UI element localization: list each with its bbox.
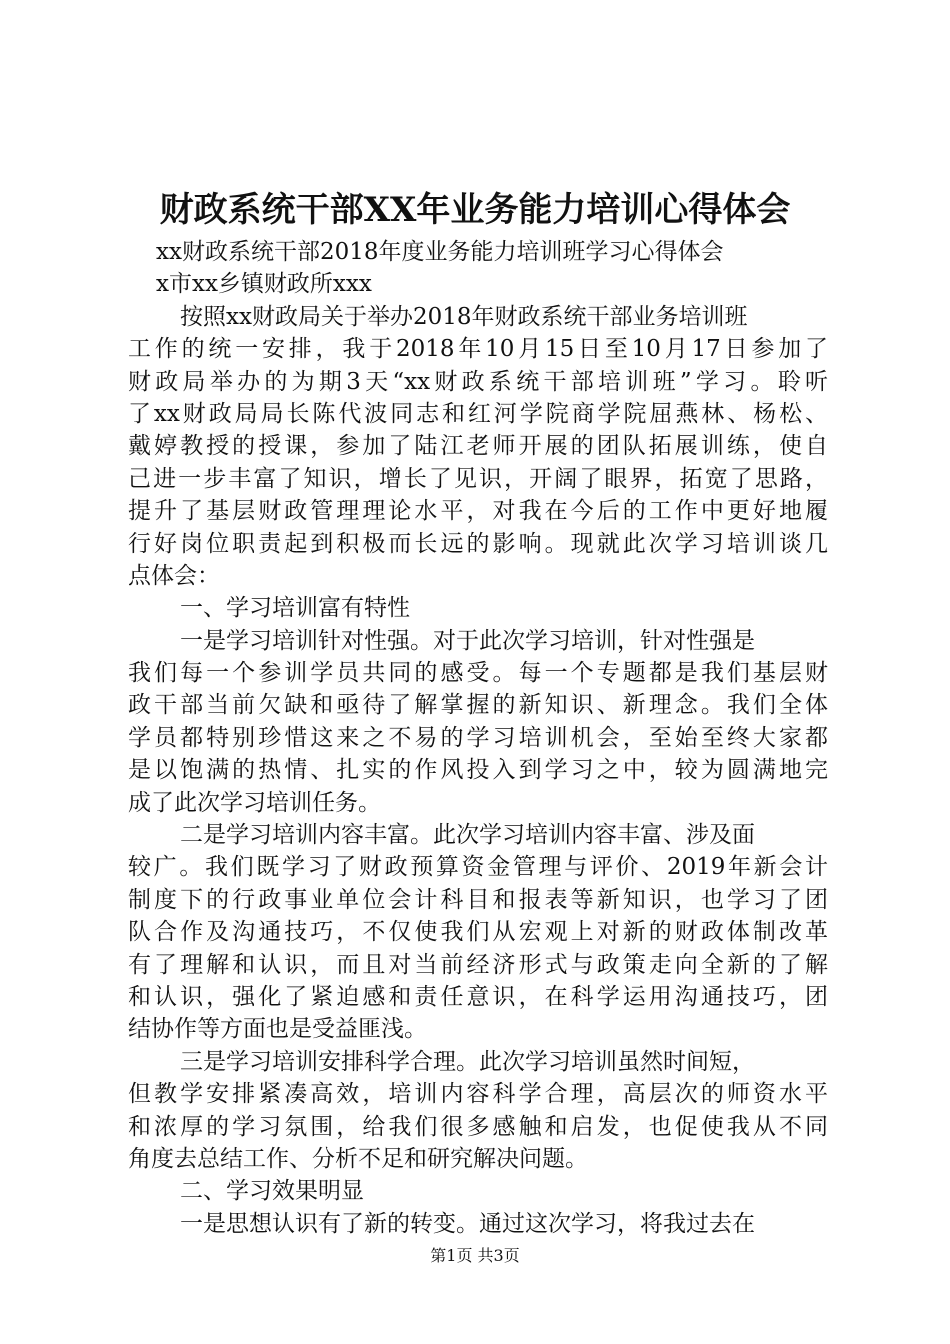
paragraph-line: 政干部当前欠缺和亟待了解掌握的新知识、新理念。我们全体 (128, 692, 828, 719)
subtitle-line: xx财政系统干部2018年度业务能力培训班学习心得体会 (156, 239, 724, 265)
paragraph-line: 成了此次学习培训任务。 (128, 789, 381, 816)
paragraph-line: 了xx财政局局长陈代波同志和红河学院商学院屈燕林、杨松、 (128, 400, 828, 427)
section-heading: 一、学习培训富有特性 (180, 595, 410, 622)
author-line: x市xx乡镇财政所xxx (156, 271, 372, 298)
paragraph-line: 和认识，强化了紧迫感和责任意识，在科学运用沟通技巧，团 (128, 983, 828, 1010)
paragraph-line: 学员都特别珍惜这来之不易的学习培训机会，至始至终大家都 (128, 724, 828, 751)
paragraph-line: 点体会： (128, 562, 220, 589)
section-heading: 二、学习效果明显 (180, 1178, 364, 1205)
paragraph-line: 财政局举办的为期3天“xx财政系统干部培训班”学习。聆听 (128, 368, 828, 395)
page-number: 第1页 共3页 (430, 1246, 520, 1265)
paragraph-line: 工作的统一安排，我于2018年10月15日至10月17日参加了 (128, 336, 828, 363)
paragraph-line: 制度下的行政事业单位会计科目和报表等新知识，也学习了团 (128, 886, 828, 913)
document-title: 财政系统干部XX年业务能力培训心得体会 (159, 190, 791, 230)
paragraph-line: 结协作等方面也是受益匪浅。 (128, 1016, 427, 1043)
paragraph-line: 三是学习培训安排科学合理。此次学习培训虽然时间短， (180, 1048, 755, 1075)
paragraph-line: 我们每一个参训学员共同的感受。每一个专题都是我们基层财 (128, 660, 828, 687)
paragraph-line: 和浓厚的学习氛围，给我们很多感触和启发，也促使我从不同 (128, 1113, 828, 1140)
paragraph-line: 有了理解和认识，而且对当前经济形式与政策走向全新的了解 (128, 951, 828, 978)
paragraph-line: 戴婷教授的授课，参加了陆江老师开展的团队拓展训练，使自 (128, 433, 828, 460)
document-body (128, 236, 828, 1240)
paragraph-line: 己进一步丰富了知识，增长了见识，开阔了眼界，拓宽了思路， (128, 465, 828, 492)
paragraph-line: 按照xx财政局关于举办2018年财政系统干部业务培训班 (180, 303, 748, 330)
paragraph-line: 较广。我们既学习了财政预算资金管理与评价、2019年新会计 (128, 854, 828, 881)
paragraph-line: 是以饱满的热情、扎实的作风投入到学习之中，较为圆满地完 (128, 757, 828, 784)
paragraph-line: 行好岗位职责起到积极而长远的影响。现就此次学习培训谈几 (128, 530, 828, 557)
paragraph-line: 一是思想认识有了新的转变。通过这次学习，将我过去在 (180, 1210, 755, 1237)
paragraph-line: 一是学习培训针对性强。对于此次学习培训，针对性强是 (180, 627, 755, 654)
paragraph-line: 队合作及沟通技巧，不仅使我们从宏观上对新的财政体制改革 (128, 919, 828, 946)
paragraph-line: 但教学安排紧凑高效，培训内容科学合理，高层次的师资水平 (128, 1081, 828, 1108)
paragraph-line: 角度去总结工作、分析不足和研究解决问题。 (128, 1145, 588, 1172)
paragraph-line: 提升了基层财政管理理论水平，对我在今后的工作中更好地履 (128, 498, 828, 525)
paragraph-line: 二是学习培训内容丰富。此次学习培训内容丰富、涉及面 (180, 822, 755, 849)
